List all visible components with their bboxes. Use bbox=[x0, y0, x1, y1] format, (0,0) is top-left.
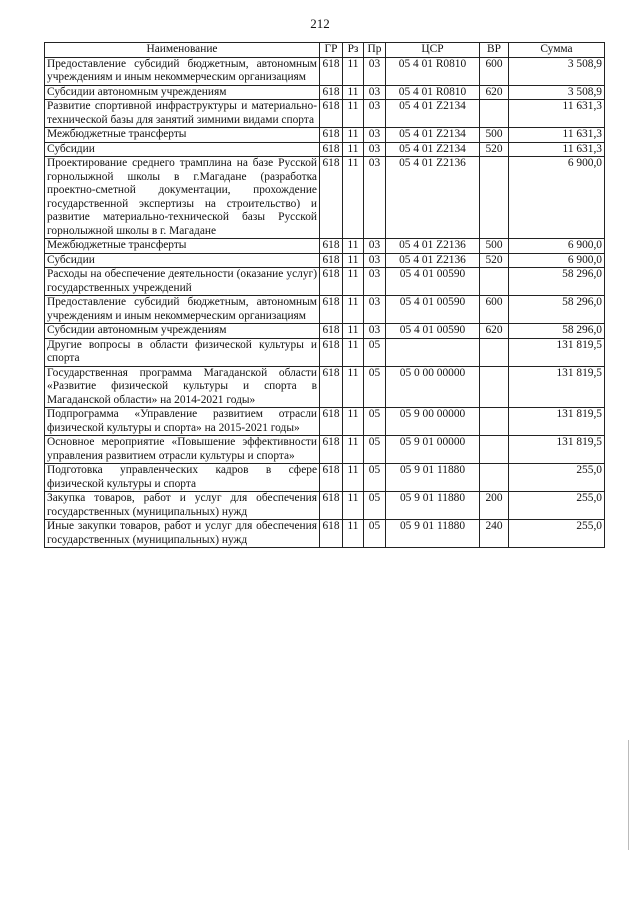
row-gr: 618 bbox=[320, 57, 343, 85]
table-row bbox=[45, 408, 605, 436]
row-gr: 618 bbox=[320, 492, 343, 520]
row-vr: 520 bbox=[480, 142, 509, 157]
row-gr: 618 bbox=[320, 239, 343, 254]
row-csr: 05 4 01 Z2136 bbox=[386, 157, 480, 239]
table-row bbox=[45, 142, 605, 157]
budget-table bbox=[44, 42, 605, 548]
row-gr: 618 bbox=[320, 296, 343, 324]
row-name: Субсидии автономным учреждениям bbox=[45, 85, 320, 100]
row-gr: 618 bbox=[320, 464, 343, 492]
row-name: Основное мероприятие «Повышение эффективности управления развитием отрасли культуры и спорта» bbox=[45, 436, 320, 464]
row-name: Субсидии bbox=[45, 253, 320, 268]
row-vr bbox=[480, 436, 509, 464]
row-sum: 3 508,9 bbox=[509, 85, 605, 100]
table-row bbox=[45, 253, 605, 268]
row-sum: 255,0 bbox=[509, 520, 605, 548]
row-name: Предоставление субсидий бюджетным, автономным учреждениям и иным некоммерческим организациям bbox=[45, 57, 320, 85]
row-rz: 11 bbox=[343, 408, 364, 436]
row-pr: 05 bbox=[364, 520, 386, 548]
row-gr: 618 bbox=[320, 157, 343, 239]
row-sum: 11 631,3 bbox=[509, 142, 605, 157]
row-name: Субсидии bbox=[45, 142, 320, 157]
row-name: Межбюджетные трансферты bbox=[45, 128, 320, 143]
row-gr: 618 bbox=[320, 338, 343, 366]
header-gr: ГР bbox=[320, 43, 343, 58]
row-pr: 03 bbox=[364, 142, 386, 157]
table-row bbox=[45, 100, 605, 128]
row-vr: 240 bbox=[480, 520, 509, 548]
row-name: Государственная программа Магаданской области «Развитие физической культуры и спорта в Магаданской области» на 2014-2021 годы» bbox=[45, 366, 320, 408]
row-sum: 131 819,5 bbox=[509, 338, 605, 366]
row-sum: 255,0 bbox=[509, 492, 605, 520]
row-sum: 6 900,0 bbox=[509, 239, 605, 254]
row-rz: 11 bbox=[343, 100, 364, 128]
row-vr: 500 bbox=[480, 239, 509, 254]
row-csr: 05 0 00 00000 bbox=[386, 366, 480, 408]
table-row bbox=[45, 520, 605, 548]
header-rz: Рз bbox=[343, 43, 364, 58]
row-sum: 58 296,0 bbox=[509, 324, 605, 339]
table-row bbox=[45, 436, 605, 464]
row-pr: 05 bbox=[364, 464, 386, 492]
table-row bbox=[45, 464, 605, 492]
row-pr: 05 bbox=[364, 366, 386, 408]
row-csr: 05 4 01 Z2136 bbox=[386, 253, 480, 268]
row-csr: 05 4 01 R0810 bbox=[386, 85, 480, 100]
table-row bbox=[45, 157, 605, 239]
row-name: Другие вопросы в области физической культуры и спорта bbox=[45, 338, 320, 366]
table-row bbox=[45, 324, 605, 339]
row-vr: 520 bbox=[480, 253, 509, 268]
row-sum: 3 508,9 bbox=[509, 57, 605, 85]
row-gr: 618 bbox=[320, 408, 343, 436]
row-csr: 05 9 01 11880 bbox=[386, 464, 480, 492]
row-rz: 11 bbox=[343, 142, 364, 157]
row-pr: 03 bbox=[364, 239, 386, 254]
header-name: Наименование bbox=[45, 43, 320, 58]
row-vr bbox=[480, 408, 509, 436]
row-pr: 03 bbox=[364, 157, 386, 239]
row-rz: 11 bbox=[343, 520, 364, 548]
row-vr bbox=[480, 268, 509, 296]
row-gr: 618 bbox=[320, 366, 343, 408]
table-row bbox=[45, 85, 605, 100]
row-csr: 05 4 01 Z2136 bbox=[386, 239, 480, 254]
row-csr: 05 4 01 R0810 bbox=[386, 57, 480, 85]
row-gr: 618 bbox=[320, 436, 343, 464]
row-csr bbox=[386, 338, 480, 366]
row-pr: 03 bbox=[364, 85, 386, 100]
row-gr: 618 bbox=[320, 520, 343, 548]
row-name: Проектирование среднего трамплина на базе Русской горнолыжной школы в г.Магадане (разработка проектно-сметной документации, прохождение государственной экспертизы на строительство) и развитие материально-технической базы Русской горнолыжной школы в г. Магадане bbox=[45, 157, 320, 239]
header-row bbox=[45, 43, 605, 58]
header-csr: ЦСР bbox=[386, 43, 480, 58]
table-row bbox=[45, 128, 605, 143]
row-sum: 6 900,0 bbox=[509, 253, 605, 268]
row-sum: 58 296,0 bbox=[509, 268, 605, 296]
row-gr: 618 bbox=[320, 100, 343, 128]
row-sum: 11 631,3 bbox=[509, 100, 605, 128]
table-row bbox=[45, 296, 605, 324]
row-rz: 11 bbox=[343, 366, 364, 408]
row-pr: 05 bbox=[364, 338, 386, 366]
table-row bbox=[45, 366, 605, 408]
row-pr: 03 bbox=[364, 324, 386, 339]
row-vr: 620 bbox=[480, 324, 509, 339]
row-pr: 03 bbox=[364, 253, 386, 268]
row-name: Предоставление субсидий бюджетным, автономным учреждениям и иным некоммерческим организациям bbox=[45, 296, 320, 324]
row-rz: 11 bbox=[343, 464, 364, 492]
row-rz: 11 bbox=[343, 128, 364, 143]
page-number: 212 bbox=[310, 16, 330, 31]
row-gr: 618 bbox=[320, 128, 343, 143]
row-name: Подготовка управленческих кадров в сфере физической культуры и спорта bbox=[45, 464, 320, 492]
row-sum: 255,0 bbox=[509, 464, 605, 492]
row-rz: 11 bbox=[343, 296, 364, 324]
row-sum: 6 900,0 bbox=[509, 157, 605, 239]
row-pr: 05 bbox=[364, 436, 386, 464]
row-vr: 500 bbox=[480, 128, 509, 143]
row-sum: 131 819,5 bbox=[509, 408, 605, 436]
row-csr: 05 9 00 00000 bbox=[386, 408, 480, 436]
row-vr bbox=[480, 366, 509, 408]
row-gr: 618 bbox=[320, 324, 343, 339]
row-gr: 618 bbox=[320, 268, 343, 296]
row-vr: 600 bbox=[480, 296, 509, 324]
row-rz: 11 bbox=[343, 157, 364, 239]
header-pr: Пр bbox=[364, 43, 386, 58]
row-csr: 05 4 01 Z2134 bbox=[386, 142, 480, 157]
row-rz: 11 bbox=[343, 253, 364, 268]
row-rz: 11 bbox=[343, 239, 364, 254]
row-pr: 03 bbox=[364, 296, 386, 324]
row-rz: 11 bbox=[343, 57, 364, 85]
row-pr: 05 bbox=[364, 492, 386, 520]
row-sum: 58 296,0 bbox=[509, 296, 605, 324]
row-rz: 11 bbox=[343, 338, 364, 366]
row-name: Подпрограмма «Управление развитием отрасли физической культуры и спорта» на 2015-2021 годы» bbox=[45, 408, 320, 436]
row-name: Иные закупки товаров, работ и услуг для обеспечения государственных (муниципальных) нужд bbox=[45, 520, 320, 548]
row-pr: 03 bbox=[364, 57, 386, 85]
row-name: Межбюджетные трансферты bbox=[45, 239, 320, 254]
row-name: Расходы на обеспечение деятельности (оказание услуг) государственных учреждений bbox=[45, 268, 320, 296]
header-sum: Сумма bbox=[509, 43, 605, 58]
row-rz: 11 bbox=[343, 324, 364, 339]
table-row bbox=[45, 268, 605, 296]
row-sum: 131 819,5 bbox=[509, 436, 605, 464]
row-vr: 600 bbox=[480, 57, 509, 85]
row-vr: 620 bbox=[480, 85, 509, 100]
row-vr bbox=[480, 100, 509, 128]
row-csr: 05 4 01 00590 bbox=[386, 324, 480, 339]
row-csr: 05 9 01 00000 bbox=[386, 436, 480, 464]
row-rz: 11 bbox=[343, 268, 364, 296]
row-csr: 05 4 01 Z2134 bbox=[386, 100, 480, 128]
row-name: Субсидии автономным учреждениям bbox=[45, 324, 320, 339]
table-row bbox=[45, 338, 605, 366]
row-name: Развитие спортивной инфраструктуры и материально-технической базы для занятий зимними видами спорта bbox=[45, 100, 320, 128]
row-vr bbox=[480, 464, 509, 492]
row-csr: 05 4 01 00590 bbox=[386, 296, 480, 324]
table-row bbox=[45, 492, 605, 520]
row-pr: 05 bbox=[364, 408, 386, 436]
header-vr: ВР bbox=[480, 43, 509, 58]
table-row bbox=[45, 239, 605, 254]
row-vr: 200 bbox=[480, 492, 509, 520]
table-row bbox=[45, 57, 605, 85]
row-gr: 618 bbox=[320, 142, 343, 157]
row-sum: 11 631,3 bbox=[509, 128, 605, 143]
row-csr: 05 9 01 11880 bbox=[386, 520, 480, 548]
scan-edge-line bbox=[628, 740, 629, 850]
row-rz: 11 bbox=[343, 85, 364, 100]
row-csr: 05 4 01 Z2134 bbox=[386, 128, 480, 143]
row-csr: 05 9 01 11880 bbox=[386, 492, 480, 520]
row-name: Закупка товаров, работ и услуг для обеспечения государственных (муниципальных) нужд bbox=[45, 492, 320, 520]
row-rz: 11 bbox=[343, 436, 364, 464]
row-pr: 03 bbox=[364, 268, 386, 296]
row-pr: 03 bbox=[364, 128, 386, 143]
row-sum: 131 819,5 bbox=[509, 366, 605, 408]
row-gr: 618 bbox=[320, 85, 343, 100]
row-rz: 11 bbox=[343, 492, 364, 520]
row-vr bbox=[480, 338, 509, 366]
row-pr: 03 bbox=[364, 100, 386, 128]
row-vr bbox=[480, 157, 509, 239]
row-csr: 05 4 01 00590 bbox=[386, 268, 480, 296]
row-gr: 618 bbox=[320, 253, 343, 268]
